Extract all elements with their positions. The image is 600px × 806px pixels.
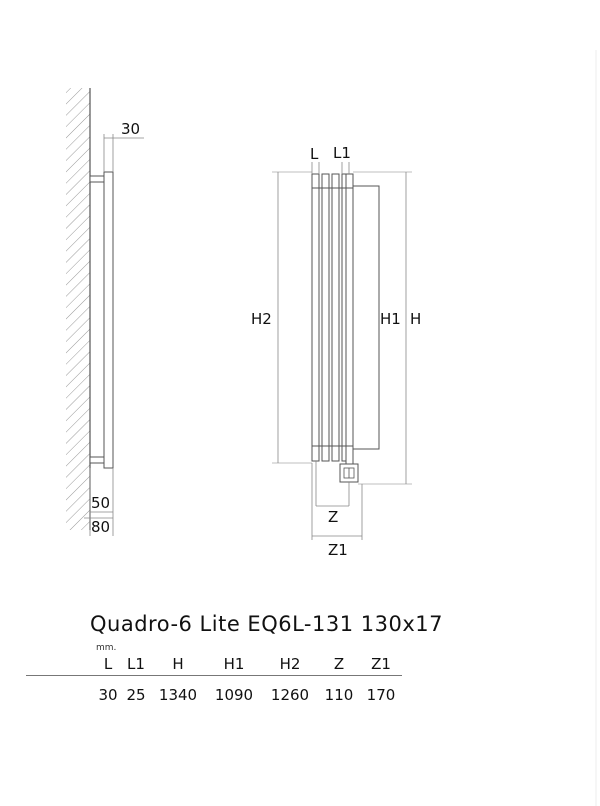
label-H1: H1 [380,310,401,328]
label-H: H [410,310,422,328]
width-label: 30 [121,120,141,138]
radiator-tube-5 [346,174,353,464]
side-bracket-bottom [90,457,104,463]
table-cell: 30 [98,686,118,704]
side-radiator-body [104,172,113,468]
table-cell: 170 [366,686,396,704]
label-L: L [310,145,319,163]
offset-label-50: 50 [91,494,111,512]
label-Z1: Z1 [328,541,348,559]
table-header-row [26,653,402,676]
table-header: H [150,653,206,676]
table-header: L1 [122,653,150,676]
product-title: Quadro-6 Lite EQ6L-131 130x17 [90,612,443,636]
front-view [251,144,421,559]
wall-hatching [66,88,90,530]
side-view [66,88,144,536]
rear-panel [352,186,379,449]
unit-label: mm. [96,643,117,653]
table-header: H1 [206,653,262,676]
label-L1: L1 [333,144,351,162]
table-cell: 1090 [214,686,254,704]
table-spacer [26,676,94,715]
table-cell: 1340 [158,686,198,704]
offset-label-80: 80 [91,518,111,536]
radiator-tube-2 [322,174,329,461]
table-row [26,676,402,715]
table-header: L [94,653,122,676]
table-spacer [26,653,94,676]
table-header: Z1 [360,653,402,676]
table-cell: 110 [324,686,354,704]
table-header: H2 [262,653,318,676]
side-bracket-top [90,176,104,182]
radiator-tube-3 [332,174,339,461]
radiator-tube-1 [312,174,319,461]
dimensions-table [26,653,402,714]
table-header: Z [318,653,360,676]
label-H2: H2 [251,310,272,328]
table-cell: 25 [126,686,146,704]
table-cell: 1260 [270,686,310,704]
label-Z: Z [328,508,339,526]
